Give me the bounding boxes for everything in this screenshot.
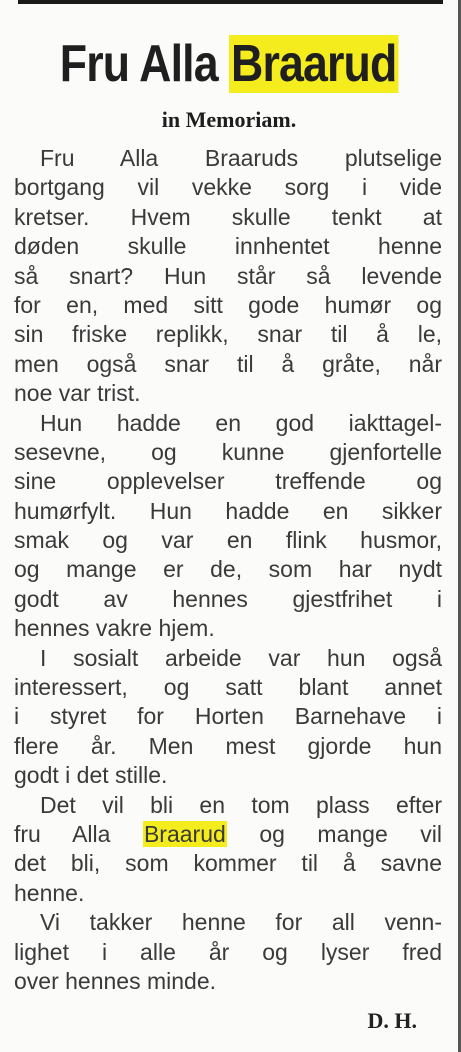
- paragraph: [14, 791, 442, 909]
- text-line: Fru Alla Braaruds plutselige: [40, 145, 442, 171]
- text-line: noe var trist.: [14, 380, 141, 407]
- paragraph: [14, 644, 442, 791]
- text-line: døden skulle innhentet henne: [14, 233, 442, 260]
- text-line: sine opplevelser treffende og: [14, 468, 442, 495]
- text-line: for en, med sitt gode humør og: [14, 291, 442, 318]
- text-line: Vi takker henne for all venn-: [40, 909, 442, 936]
- text-line: godt av hennes gjestfrihet i: [14, 585, 442, 612]
- text-line: henne.: [14, 879, 85, 906]
- article-body: [14, 144, 442, 996]
- top-rule: [18, 0, 443, 4]
- text-line: smak og var en flink husmor,: [14, 527, 442, 554]
- paragraph: [14, 409, 442, 644]
- text-line: interessert, og satt blant annet: [14, 674, 442, 701]
- subtitle: in Memoriam.: [161, 107, 297, 132]
- text-line: humørfylt. Hun hadde en sikker: [14, 497, 442, 524]
- text-line: hennes vakre hjem.: [14, 615, 215, 642]
- text-line: flere år. Men mest gjorde hun: [14, 732, 442, 759]
- text-line: I sosialt arbeide var hun også: [40, 644, 442, 671]
- text-line: Hun hadde en god iakttagel-: [40, 409, 442, 436]
- text-line: Det vil bli en tom plass efter: [40, 791, 442, 818]
- text-line: bortgang vil vekke sorg i vide: [14, 174, 442, 201]
- text-line: sin friske replikk, snar til å le,: [14, 321, 442, 348]
- text-line: over hennes minde.: [14, 967, 217, 994]
- paragraph: [14, 144, 442, 409]
- text-line: det bli, som kommer til å savne: [14, 850, 442, 877]
- text-line: så snart? Hun står så levende: [14, 262, 442, 289]
- text-line: godt i det stille.: [14, 762, 168, 789]
- text-line: og mange er de, som har nydt: [14, 556, 442, 583]
- text-line: kretser. Hvem skulle tenkt at: [14, 203, 442, 230]
- headline: [32, 34, 426, 94]
- text-line: sesevne, og kunne gjenfortelle: [14, 438, 442, 465]
- signature: D. H.: [367, 1008, 417, 1033]
- text-line: fru Alla Braarud og mange vil: [14, 820, 442, 847]
- highlighted-name: Braarud: [143, 820, 226, 847]
- text-line: i styret for Horten Barnehave i: [14, 703, 442, 730]
- text-line: lighet i alle år og lyser fred: [14, 938, 442, 965]
- headline-highlighted-name: Braarud: [231, 35, 397, 93]
- text-line: men også snar til å gråte, når: [14, 350, 442, 377]
- paragraph: [14, 908, 442, 996]
- headline-prefix: Fru Alla: [59, 35, 218, 93]
